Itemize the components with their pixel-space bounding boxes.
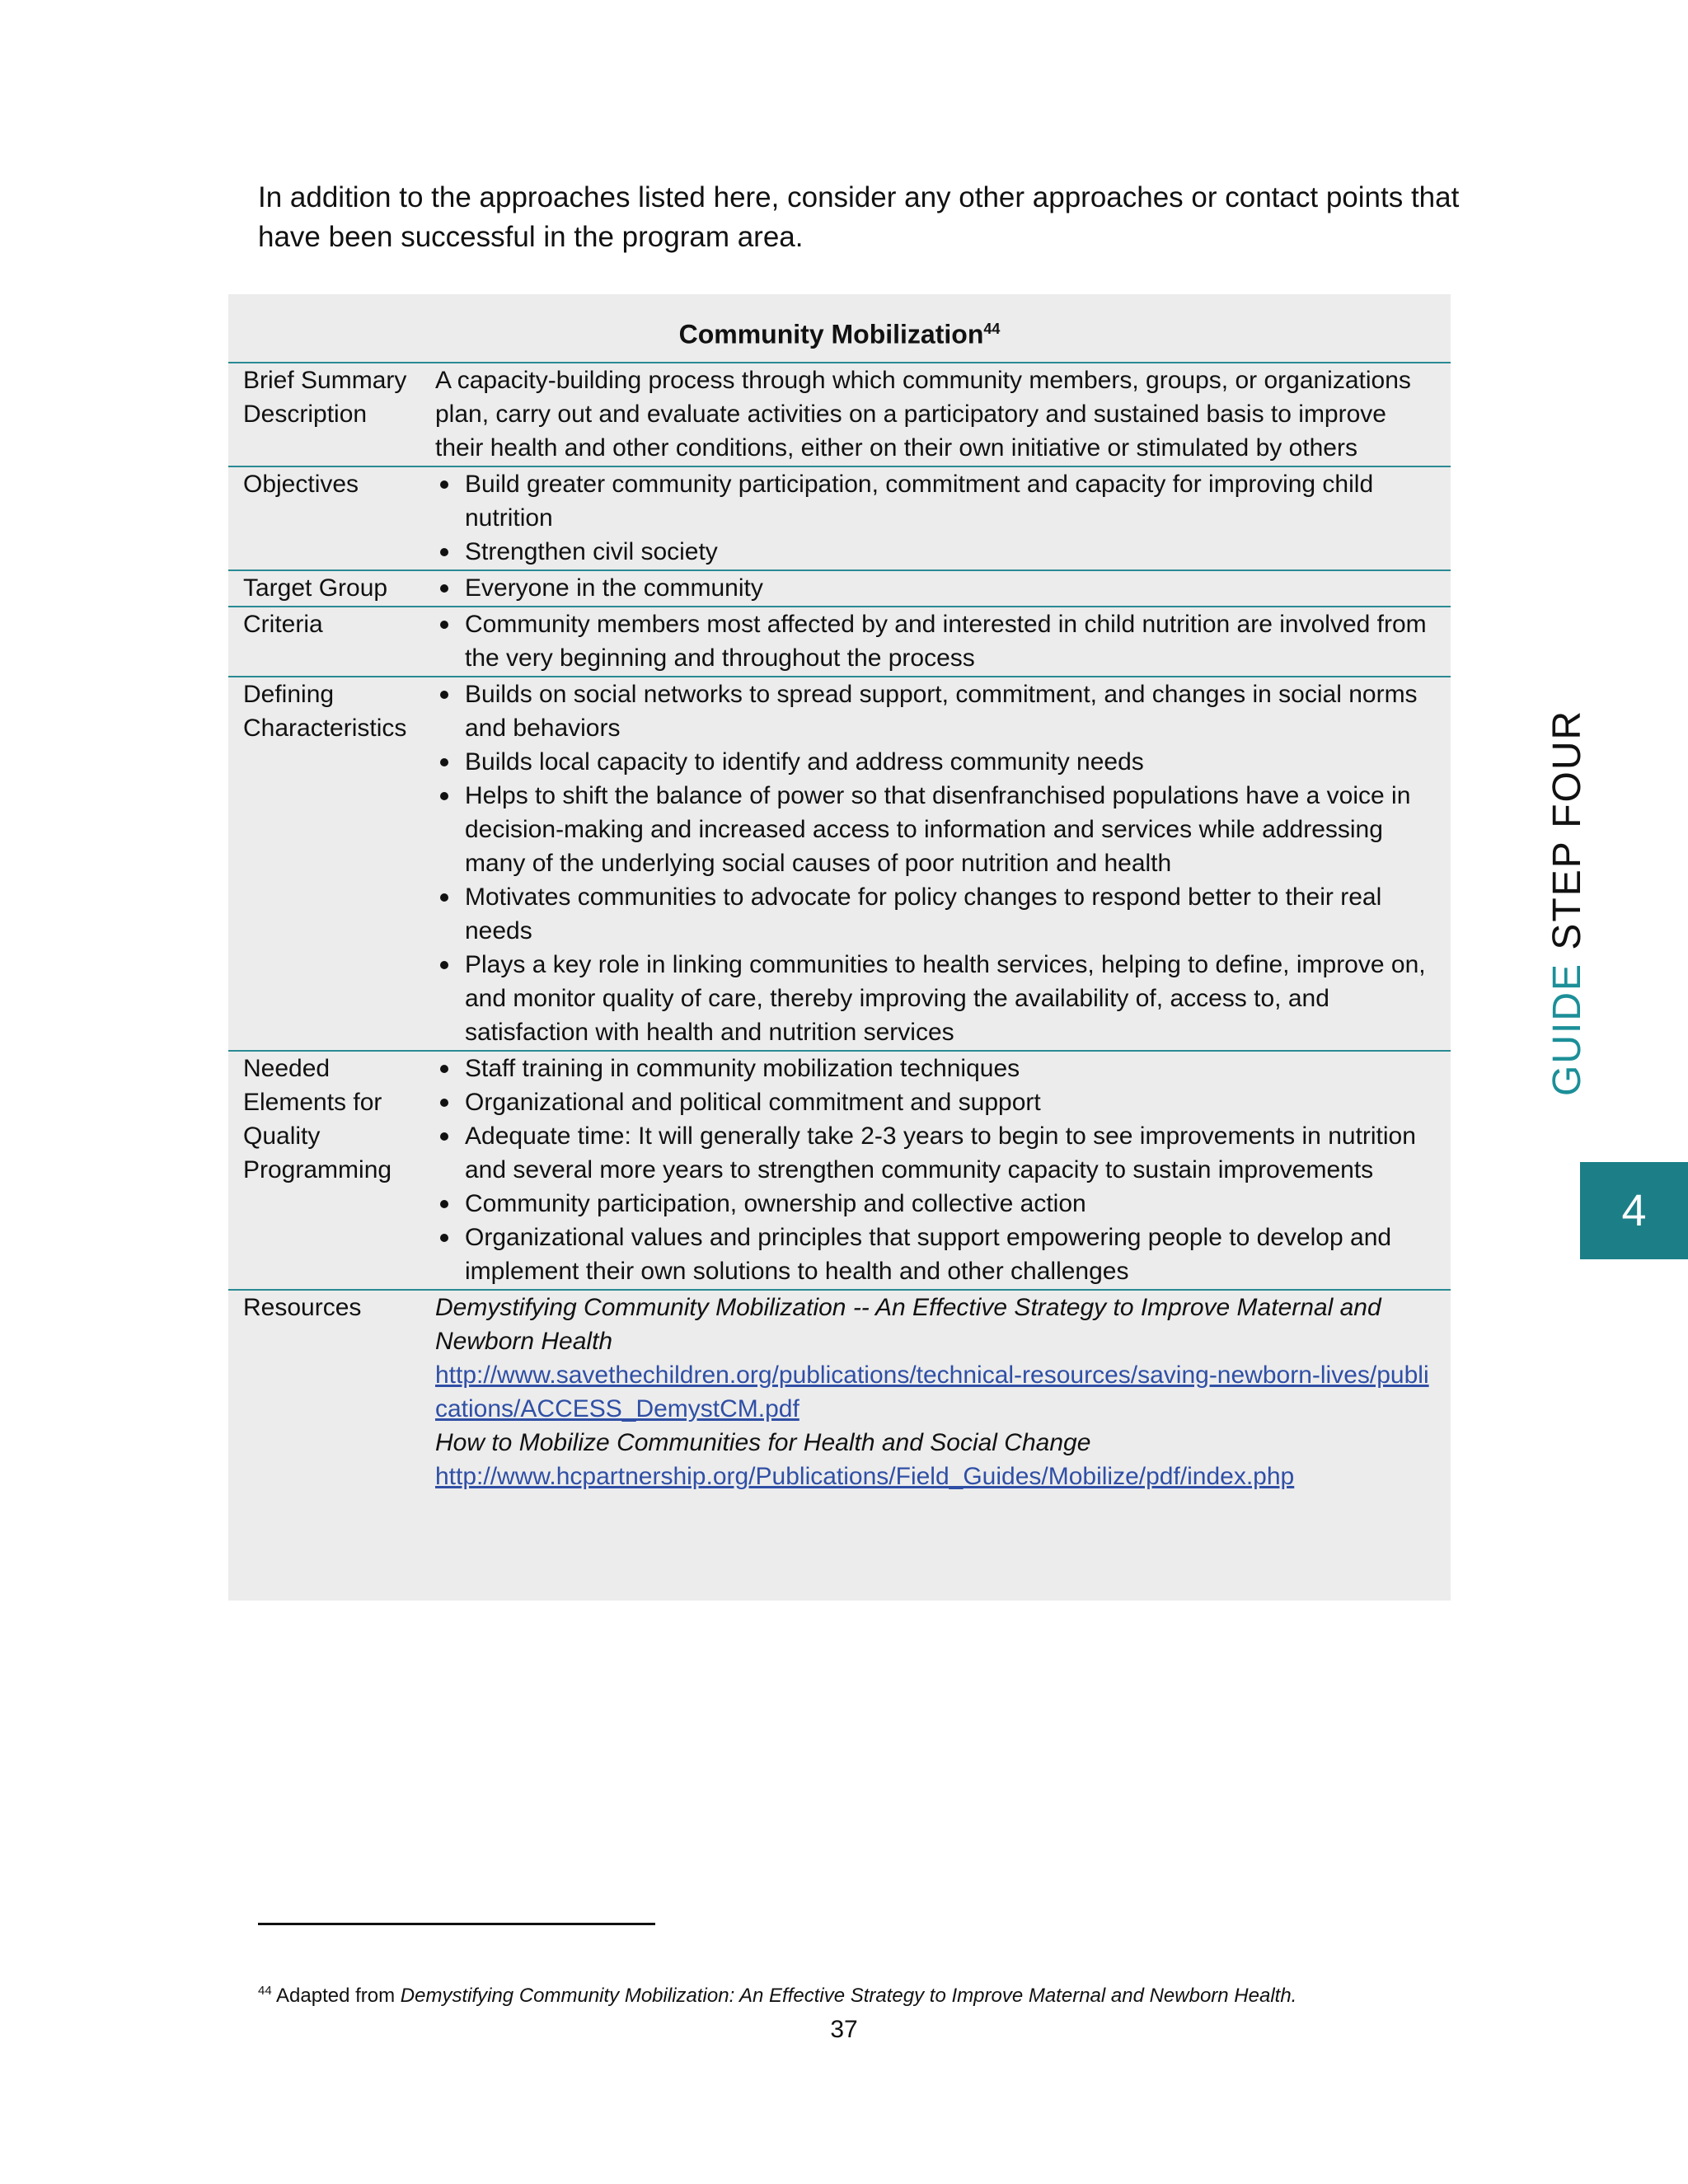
list-item: Builds on social networks to spread support, commitment, and changes in social norms and behaviors bbox=[465, 677, 1439, 745]
resource-link[interactable]: http://www.hcpartnership.org/Publications/Field_Guides/Mobilize/pdf/index.php bbox=[435, 1463, 1295, 1490]
table-row bbox=[228, 677, 1451, 1051]
bullet-list bbox=[435, 571, 1439, 605]
resource-title: How to Mobilize Communities for Health and Social Change bbox=[435, 1429, 1091, 1456]
side-guide-label: GUIDE bbox=[1545, 962, 1589, 1096]
list-item: Helps to shift the balance of power so that disenfranchised populations have a voice in decision-making and increased access to information and services while addressing many of the underlying social causes of poor nutrition and health bbox=[465, 779, 1439, 880]
row-label: Resources bbox=[243, 1294, 362, 1321]
row-label: Defining Characteristics bbox=[228, 677, 431, 1051]
list-item: Community members most affected by and interested in child nutrition are involved from the very beginning and throughout the process bbox=[465, 607, 1439, 675]
list-item: Everyone in the community bbox=[465, 571, 1439, 605]
bullet-list bbox=[435, 1052, 1439, 1288]
list-item: Motivates communities to advocate for policy changes to respond better to their real needs bbox=[465, 880, 1439, 948]
list-item: Builds local capacity to identify and address community needs bbox=[465, 745, 1439, 779]
list-item: Staff training in community mobilization techniques bbox=[465, 1052, 1439, 1085]
table-row bbox=[228, 466, 1451, 570]
footnote-divider bbox=[258, 1923, 655, 1925]
resource-title: Demystifying Community Mobilization -- An Effective Strategy to Improve Maternal and Newborn Health bbox=[435, 1294, 1381, 1355]
table-title: Community Mobilization$^{44}$ bbox=[228, 294, 1451, 363]
table-row bbox=[228, 363, 1451, 466]
list-item: Organizational values and principles that support empowering people to develop and implement their own solutions to health and other challenges bbox=[465, 1221, 1439, 1288]
footnote-source: Demystifying Community Mobilization: An Effective Strategy to Improve Maternal and Newborn Health. bbox=[400, 1985, 1297, 2007]
table-row bbox=[228, 1051, 1451, 1290]
step-number-tab: 4 bbox=[1580, 1162, 1688, 1259]
list-item: Plays a key role in linking communities to health services, helping to define, improve on, and monitor quality of care, thereby improving the availability of, access to, and satisfaction with health and nutrition services bbox=[465, 948, 1439, 1049]
table-row bbox=[228, 607, 1451, 677]
list-item: Adequate time: It will generally take 2-3 years to begin to see improvements in nutrition and several more years to strengthen community capacity to sustain improvements bbox=[465, 1119, 1439, 1187]
list-item: Organizational and political commitment and support bbox=[465, 1085, 1439, 1119]
row-label: Brief Summary Description bbox=[228, 363, 431, 466]
list-item: Community participation, ownership and collective action bbox=[465, 1187, 1439, 1221]
row-label: Needed Elements for Quality Programming bbox=[228, 1051, 431, 1290]
community-mobilization-table bbox=[228, 294, 1451, 1601]
footnote-number: 44 bbox=[258, 1984, 272, 1998]
bullet-list bbox=[435, 677, 1439, 1049]
side-section-label bbox=[1543, 709, 1592, 1096]
table-row bbox=[228, 1290, 1451, 1494]
bullet-list bbox=[435, 607, 1439, 675]
list-item: Strengthen civil society bbox=[465, 535, 1439, 569]
footnote bbox=[258, 1978, 1494, 2009]
side-step-label: STEP FOUR bbox=[1545, 709, 1589, 950]
list-item: Build greater community participation, commitment and capacity for improving child nutrition bbox=[465, 467, 1439, 535]
footnote-prefix: Adapted from bbox=[276, 1985, 401, 2007]
intro-paragraph: In addition to the approaches listed here, consider any other approaches or contact points that have been successful in the program area. bbox=[258, 181, 1460, 253]
table-row bbox=[228, 570, 1451, 607]
footnote-ref: 44 bbox=[983, 321, 1001, 338]
row-label: Target Group bbox=[228, 570, 431, 607]
page-number: 37 bbox=[830, 2016, 858, 2043]
bullet-list bbox=[435, 467, 1439, 569]
resource-link[interactable]: http://www.savethechildren.org/publications/technical-resources/saving-newborn-lives/publications/ACCESS_DemystCM.pdf bbox=[435, 1361, 1429, 1422]
row-value: A capacity-building process through which community members, groups, or organizations plan, carry out and evaluate activities on a participatory and sustained basis to improve their health and other conditions, either on their own initiative or stimulated by others bbox=[431, 363, 1451, 466]
row-label: Objectives bbox=[228, 466, 431, 570]
row-label: Criteria bbox=[228, 607, 431, 677]
